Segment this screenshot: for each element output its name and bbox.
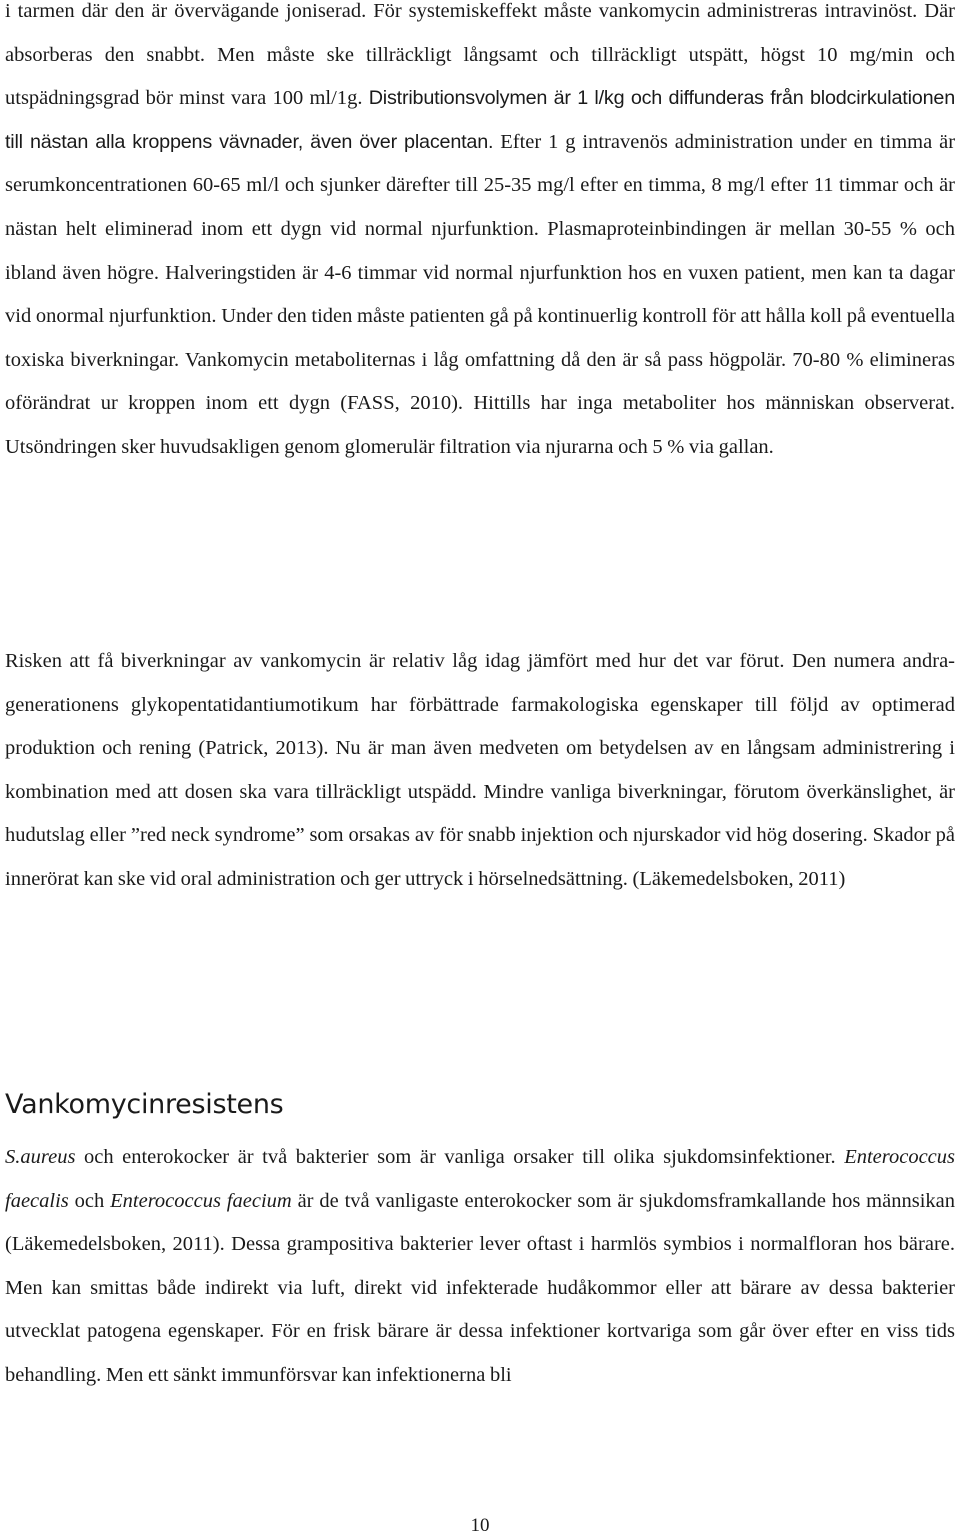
sentence: Distributionsvolymen är 1 l/kg och diffunderas från blodcirkulationen till nästan alla kroppens vävnader, även över placentan. [5, 87, 955, 153]
body-paragraph [5, 640, 955, 902]
body-paragraph [5, 1136, 955, 1398]
page-number: 10 [470, 1515, 490, 1536]
sentence: Under den tiden måste patienten gå på kontinuerlig kontroll för att hålla koll på eventuella toxiska biverkningar. [5, 305, 956, 371]
sentence: 70-80 % elimineras oförändrat ur kroppen inom ett dygn (FASS, 2010). [5, 348, 955, 415]
paragraph-text: Risken att få biverkningar av vankomycin är relativ låg idag jämfört med hur det var förut. Den numera andra-generationens glykopentatidantiumotikum har förbättrade farmakologiska egenskaper till följd av optimerad produktion och rening (Patrick, 2013). Nu är man även medveten om betydelsen av en långsam administrering i kombination med att dosen ska vara tillräckligt utspädd. Mindre vanliga biverkningar, förutom överkänslighet, är hudutslag eller ”red neck syndrome” som orsakas av för snabb injektion och njurskador vid hög dosering. Skador på innerörat kan ske vid oral administration och ger uttryck i hörselnedsättning. (Läkemedelsboken, 2011) [5, 650, 955, 890]
sentence: Hittills har inga metaboliter hos människan observerat. [473, 392, 955, 415]
section-heading: Vankomycinresistens [5, 1089, 284, 1120]
sentence: Efter 1 g intravenös administration under en timma är serumkoncentrationen 60-65 ml/l och sjunker därefter till 25-35 mg/l efter en timma, 8 mg/l efter 11 timmar och är nästan helt eliminerad inom ett dygn vid normal njurfunktion. Plasmaproteinbindingen är mellan 30-55 % och ibland även högre. [5, 130, 956, 284]
sentence: Vankomycin metaboliternas i låg omfattning då den är så pass högpolär. [184, 348, 787, 371]
paragraph-text: och enterokocker är två bakterier som är vanliga orsaker till olika sjukdomsinfektioner. [75, 1146, 845, 1168]
paragraph-text: är de två vanligaste enterokocker som är sjukdomsframkallande hos männsikan (Läkemedelsboken, 2011). Dessa grampositiva bakterier lever oftast i harmlös symbios i normalfloran hos bärare. Men kan smittas både indirekt via luft, direkt vid infekterade hudåkommor eller att bärare av dessa bakterier utvecklat patogena egenskaper. För en frisk bärare är dessa infektioner kortvariga som går över efter en viss tids behandling. Men ett sänkt immunförsvar kan infektionerna bli [5, 1189, 955, 1386]
sentence: Där absorberas den snabbt. [5, 0, 955, 66]
body-paragraph [5, 0, 955, 470]
sentence: Halveringstiden är 4-6 timmar vid normal njurfunktion hos en vuxen patient, men kan ta dagar vid onormal njurfunktion. [5, 261, 955, 328]
sentence: Men måste ske tillräckligt långsamt och tillräckligt utspätt, högst 10 mg/min och utspädningsgrad bör minst vara 100 ml/1g. [5, 43, 955, 110]
species-name: Enterococcus faecalis [5, 1146, 955, 1212]
document-page [5, 0, 955, 1537]
sentence: i tarmen där den är övervägande joniserad. [5, 0, 367, 22]
sentence: För systemiskeffekt måste vankomycin administreras intravinöst. [373, 0, 918, 22]
paragraph-text: och [68, 1189, 111, 1212]
species-name: Enterococcus faecium [110, 1189, 292, 1212]
sentence: Utsöndringen sker huvudsakligen genom glomerulär filtration via njurarna och 5 % via gallan. [5, 435, 774, 458]
species-name: S.aureus [5, 1146, 76, 1168]
